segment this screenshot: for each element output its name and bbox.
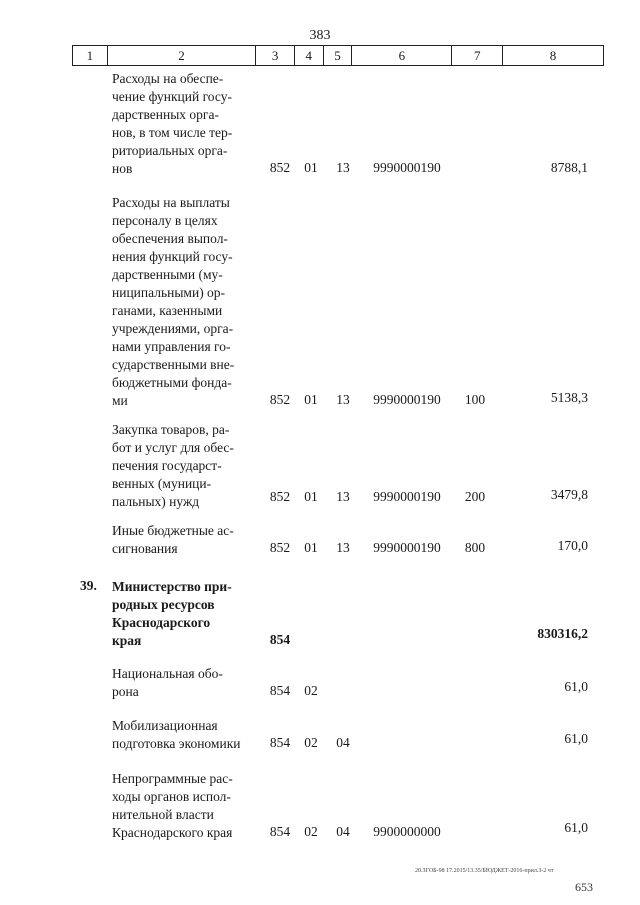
- row-description: [112, 522, 253, 558]
- desc-line: Расходы на выплаты: [112, 195, 230, 210]
- cell-code-5: 13: [336, 160, 350, 175]
- cell-code-7: 100: [464, 392, 486, 407]
- cell-code-5: 13: [336, 540, 350, 555]
- desc-line: персоналу в целях: [112, 213, 218, 228]
- page-number-bottom: 653: [575, 880, 593, 894]
- cell-code-5: 04: [336, 824, 350, 839]
- cell-amount: 61,0: [564, 679, 588, 694]
- desc-line: ми: [112, 393, 128, 408]
- cell-code-3: 852: [269, 160, 291, 175]
- cell-code-6: 9900000000: [373, 824, 441, 839]
- cell-code-5: 04: [336, 735, 350, 750]
- desc-line: рона: [112, 684, 139, 699]
- cell-code-6: 9990000190: [373, 540, 441, 555]
- cell-code-3: 852: [269, 489, 291, 504]
- cell-code-4: 01: [304, 540, 318, 555]
- cell-amount: 830316,2: [537, 626, 588, 641]
- cell-amount: 8788,1: [550, 160, 588, 175]
- desc-line: венных (муници-: [112, 476, 212, 491]
- table-header-row: [72, 45, 604, 66]
- desc-line: учреждениями, орга-: [112, 321, 234, 336]
- cell-code-3: 854: [269, 683, 291, 698]
- desc-line: риториальных орга-: [112, 143, 228, 158]
- header-col-3: 3: [256, 46, 295, 65]
- row-description: [112, 194, 253, 410]
- cell-code-6: 9990000190: [373, 489, 441, 504]
- cell-code-4: 01: [304, 489, 318, 504]
- desc-line: подготовка экономики: [112, 736, 241, 751]
- desc-line: нов, в том числе тер-: [112, 125, 233, 140]
- cell-code-5: 13: [336, 392, 350, 407]
- desc-line: сигнования: [112, 541, 178, 556]
- row-description: [112, 70, 253, 178]
- cell-code-4: 01: [304, 392, 318, 407]
- row-description: [112, 770, 262, 842]
- header-col-8: 8: [549, 48, 557, 63]
- desc-line: печения государст-: [112, 458, 222, 473]
- cell-amount: 61,0: [564, 731, 588, 746]
- desc-line: Непрограммные рас-: [112, 771, 233, 786]
- cell-code-4: 02: [304, 683, 318, 698]
- page-number-top: 383: [309, 28, 331, 43]
- cell-code-3: 852: [269, 540, 291, 555]
- desc-line: Закупка товаров, ра-: [112, 422, 230, 437]
- desc-line: ходы органов испол-: [112, 789, 231, 804]
- desc-line: обеспечения выпол-: [112, 231, 228, 246]
- row-number: 39.: [80, 578, 97, 593]
- footer-stamp: 20.ЗГОБ-98 17.2015/13.35/БЮДЖЕТ-2016-прил.3-2 чт: [415, 868, 554, 874]
- header-col-7: 7: [452, 46, 503, 65]
- desc-line: ганами, казенными: [112, 303, 223, 318]
- cell-code-5: 13: [336, 489, 350, 504]
- cell-code-3: 852: [269, 392, 291, 407]
- cell-code-6: 9990000190: [373, 160, 441, 175]
- desc-line: сударственными вне-: [112, 357, 235, 372]
- row-description: [112, 421, 253, 511]
- cell-code-4: 02: [304, 735, 318, 750]
- cell-code-7: 800: [464, 540, 486, 555]
- header-col-6: 6: [352, 46, 452, 65]
- cell-amount: 61,0: [564, 820, 588, 835]
- desc-line: дарственными (му-: [112, 267, 223, 282]
- desc-line: нов: [112, 161, 133, 176]
- desc-line: дарственных орга-: [112, 107, 219, 122]
- desc-line: бот и услуг для обес-: [112, 440, 234, 455]
- cell-code-4: 02: [304, 824, 318, 839]
- row-description: [112, 665, 253, 701]
- desc-line: края: [112, 633, 142, 648]
- header-col-4: 4: [295, 46, 324, 65]
- cell-code-3: 854: [269, 632, 291, 647]
- row-description: [112, 578, 253, 650]
- desc-line: Расходы на обеспе-: [112, 71, 224, 86]
- cell-code-4: 01: [304, 160, 318, 175]
- cell-code-7: 200: [464, 489, 486, 504]
- desc-line: Мобилизационная: [112, 718, 218, 733]
- header-col-5: 5: [324, 46, 353, 65]
- cell-code-3: 854: [269, 824, 291, 839]
- desc-line: Иные бюджетные ас-: [112, 523, 234, 538]
- desc-line: чение функций госу-: [112, 89, 232, 104]
- cell-amount: 170,0: [557, 538, 588, 553]
- desc-line: нения функций госу-: [112, 249, 233, 264]
- row-description: [112, 717, 262, 753]
- header-col-1: 1: [73, 46, 108, 65]
- desc-line: Краснодарского: [112, 615, 211, 630]
- cell-amount: 3479,8: [550, 487, 588, 502]
- desc-line: нами управления го-: [112, 339, 231, 354]
- header-col-2: 2: [108, 46, 257, 65]
- desc-line: Национальная обо-: [112, 666, 223, 681]
- desc-line: ниципальными) ор-: [112, 285, 226, 300]
- desc-line: нительной власти: [112, 807, 214, 822]
- cell-code-6: 9990000190: [373, 392, 441, 407]
- desc-line: Краснодарского края: [112, 825, 233, 840]
- desc-line: бюджетными фонда-: [112, 375, 232, 390]
- cell-amount: 5138,3: [550, 390, 588, 405]
- desc-line: родных ресурсов: [112, 597, 215, 612]
- desc-line: Министерство при-: [112, 579, 232, 594]
- desc-line: пальных) нужд: [112, 494, 200, 509]
- cell-code-3: 854: [269, 735, 291, 750]
